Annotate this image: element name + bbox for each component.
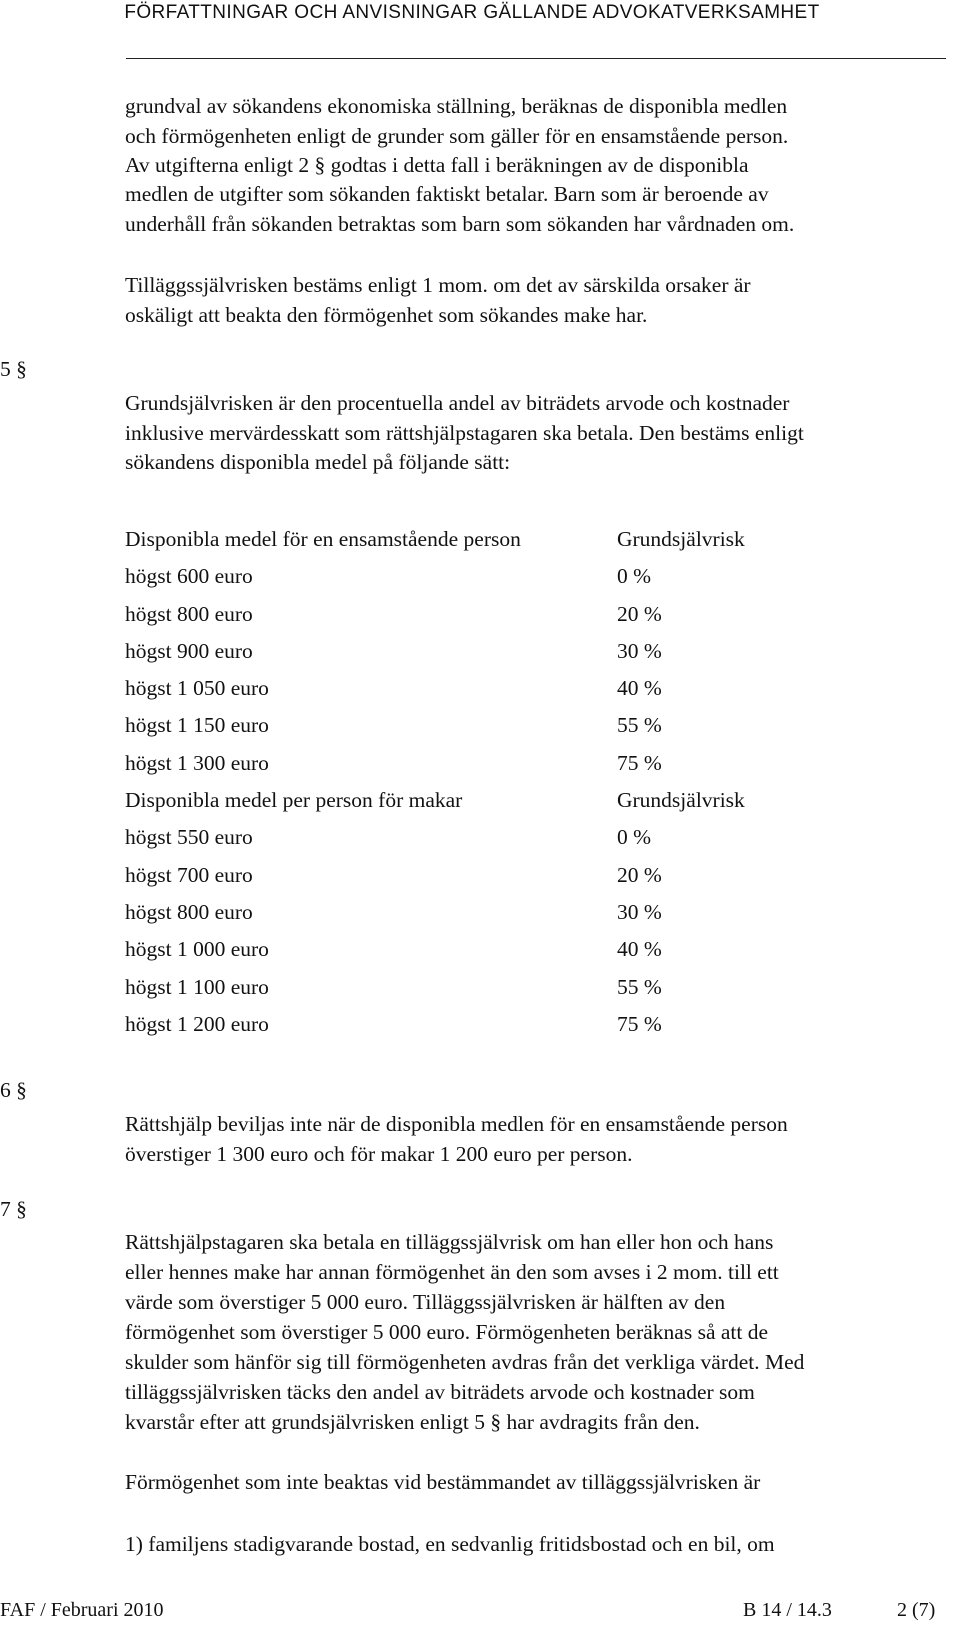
table-header-left: Disponibla medel för en ensamstående person — [125, 527, 521, 551]
table-cell-limit: högst 1 100 euro — [125, 974, 269, 999]
table-cell-limit: högst 900 euro — [125, 638, 253, 663]
section-5-line-2: inklusive mervärdesskatt som rättshjälpstagaren ska betala. Den bestäms enligt — [125, 421, 804, 445]
table-header-left: Disponibla medel per person för makar — [125, 788, 463, 813]
table-cell-limit: högst 1 050 euro — [125, 676, 269, 701]
table-cell-percent: 20 % — [617, 601, 662, 626]
table-cell-percent: 20 % — [617, 862, 662, 887]
table-cell-percent: 30 % — [617, 899, 662, 924]
section-6-line-1: Rättshjälp beviljas inte när de disponibla medlen för en ensamstående person — [125, 1112, 788, 1136]
intro-line-4: medlen de utgifter som sökanden faktiskt betalar. Barn som är beroende av — [125, 182, 769, 206]
section-7-line-2: eller hennes make har annan förmögenhet än den som avses i 2 mom. till ett — [125, 1260, 779, 1284]
table-cell-limit: högst 1 000 euro — [125, 937, 269, 962]
table-cell-percent: 55 % — [617, 974, 662, 999]
section-7-marker: 7 § — [0, 1197, 27, 1221]
section-7-line-5: skulder som hänför sig till förmögenheten avdras från det verkliga värdet. Med — [125, 1350, 805, 1374]
footer-page-number: 2 (7) — [897, 1599, 936, 1621]
table-header-right: Grundsjälvrisk — [617, 788, 745, 813]
section-7-line-4: förmögenhet som överstiger 5 000 euro. Förmögenheten beräknas så att de — [125, 1320, 769, 1344]
section-7-line-6: tilläggssjälvrisken täcks den andel av biträdets arvode och kostnader som — [125, 1380, 755, 1404]
table-cell-percent: 75 % — [617, 1011, 662, 1036]
table-cell-limit: högst 1 200 euro — [125, 1011, 269, 1036]
section-5-line-1: Grundsjälvrisken är den procentuella andel av biträdets arvode och kostnader — [125, 391, 790, 415]
section-7-line-1: Rättshjälpstagaren ska betala en tilläggssjälvrisk om han eller hon och hans — [125, 1230, 774, 1254]
intro-line-1: grundval av sökandens ekonomiska ställning, beräknas de disponibla medlen — [125, 94, 788, 118]
table-cell-percent: 75 % — [617, 750, 662, 775]
table-cell-limit: högst 1 300 euro — [125, 750, 269, 775]
section-5-marker: 5 § — [0, 357, 27, 381]
footer-reference: B 14 / 14.3 — [743, 1599, 832, 1621]
table-cell-percent: 30 % — [617, 638, 662, 663]
table-cell-limit: högst 600 euro — [125, 564, 253, 589]
table-cell-limit: högst 550 euro — [125, 825, 253, 850]
table-cell-percent: 0 % — [617, 564, 652, 589]
supplement-line-2: oskäligt att beakta den förmögenhet som sökandes make har. — [125, 303, 648, 327]
table-cell-percent: 40 % — [617, 937, 662, 962]
supplement-line-1: Tilläggssjälvrisken bestäms enligt 1 mom. om det av särskilda orsaker är — [125, 273, 751, 297]
table-cell-limit: högst 700 euro — [125, 862, 253, 887]
intro-line-3: Av utgifterna enligt 2 § godtas i detta fall i beräkningen av de disponibla — [125, 153, 749, 177]
table-cell-limit: högst 800 euro — [125, 899, 253, 924]
table-header-right: Grundsjälvrisk — [617, 527, 745, 551]
running-header: FÖRFATTNINGAR OCH ANVISNINGAR GÄLLANDE ADVOKATVERKSAMHET — [124, 2, 820, 23]
section-6-marker: 6 § — [0, 1078, 27, 1102]
section-7-line-7: kvarstår efter att grundsjälvrisken enligt 5 § har avdragits från den. — [125, 1410, 700, 1434]
header-rule — [126, 58, 946, 59]
assets-intro: Förmögenhet som inte beaktas vid bestämmandet av tilläggssjälvrisken är — [125, 1470, 761, 1494]
section-7-line-3: värde som överstiger 5 000 euro. Tilläggssjälvrisken är hälften av den — [125, 1290, 726, 1314]
table-cell-limit: högst 800 euro — [125, 601, 253, 626]
footer-publication: FAF / Februari 2010 — [0, 1599, 164, 1621]
intro-line-5: underhåll från sökanden betraktas som barn som sökanden har vårdnaden om. — [125, 212, 795, 236]
table-cell-percent: 0 % — [617, 825, 652, 850]
section-5-line-3: sökandens disponibla medel på följande sätt: — [125, 450, 511, 474]
section-6-line-2: överstiger 1 300 euro och för makar 1 200 euro per person. — [125, 1142, 633, 1166]
assets-item-1: 1) familjens stadigvarande bostad, en sedvanlig fritidsbostad och en bil, om — [125, 1532, 775, 1556]
table-cell-percent: 55 % — [617, 713, 662, 738]
intro-line-2: och förmögenheten enligt de grunder som gäller för en ensamstående person. — [125, 124, 789, 148]
table-cell-percent: 40 % — [617, 676, 662, 701]
table-cell-limit: högst 1 150 euro — [125, 713, 269, 738]
